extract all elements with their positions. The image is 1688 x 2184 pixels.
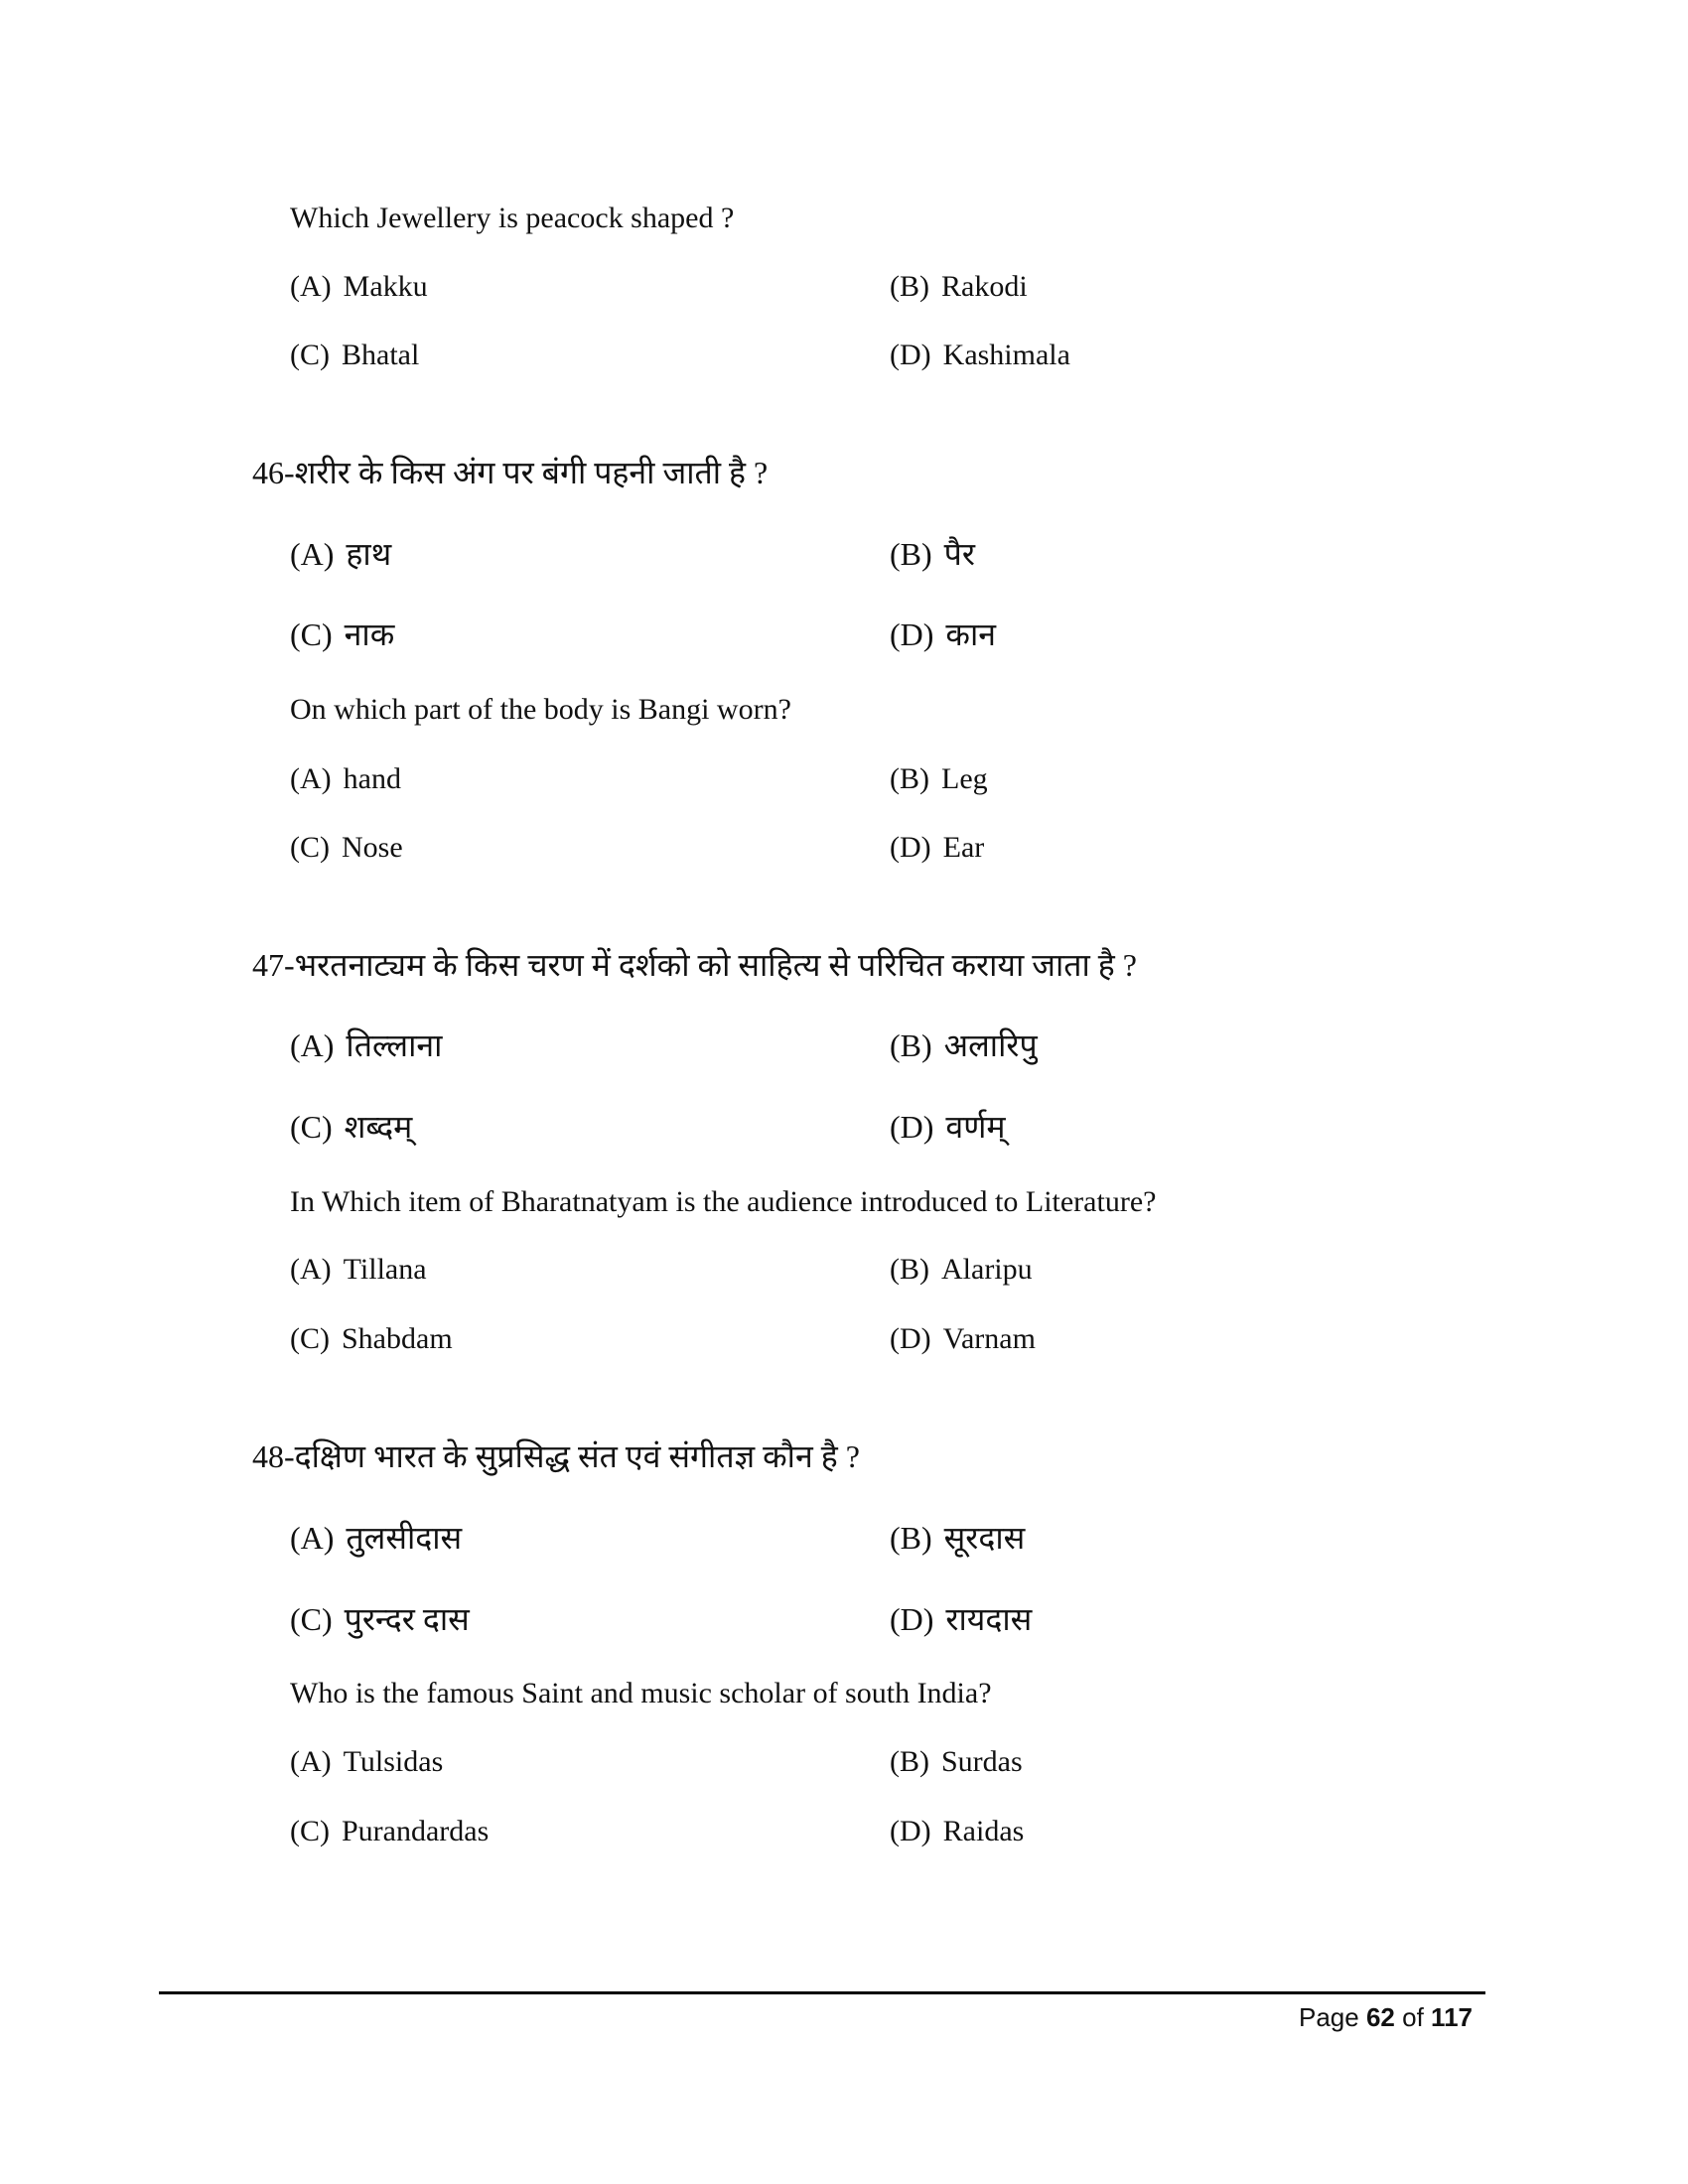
option-label: (D): [890, 1322, 931, 1355]
option-label: (B): [890, 762, 929, 795]
option-label: (B): [890, 1253, 929, 1286]
option-label: (A): [290, 762, 332, 795]
option-text: Tulsidas: [343, 1745, 444, 1778]
option-label: (C): [290, 1815, 330, 1847]
question-45-english: Which Jewellery is peacock shaped ?: [290, 202, 735, 234]
option-a: [290, 1252, 427, 1288]
question-47-hindi: 47-भरतनाट्यम के किस चरण में दर्शको को साहित्य से परिचित कराया जाता है ?: [252, 947, 1138, 983]
option-label: (D): [890, 1109, 934, 1145]
option-text: Surdas: [941, 1745, 1023, 1778]
option-b: [890, 269, 1028, 305]
option-text: हाथ: [346, 536, 392, 572]
option-text: शब्दम्: [344, 1109, 413, 1145]
option-b: [890, 1520, 1025, 1556]
option-label: (D): [890, 831, 931, 864]
option-text: Rakodi: [941, 270, 1028, 303]
option-label: (A): [290, 1520, 335, 1556]
page-current: 62: [1365, 2002, 1395, 2032]
page-prefix: Page: [1299, 2002, 1359, 2032]
option-text: अलारिपु: [943, 1027, 1038, 1063]
option-d: [890, 1814, 1024, 1849]
option-text: पुरन्दर दास: [344, 1601, 470, 1637]
question-46-hindi: 46-शरीर के किस अंग पर बंगी पहनी जाती है ?: [252, 455, 769, 490]
option-label: (B): [890, 1745, 929, 1778]
option-text: Raidas: [942, 1815, 1025, 1847]
option-c: [290, 616, 394, 652]
option-b: [890, 761, 988, 797]
option-text: तिल्लाना: [346, 1027, 443, 1063]
option-text: Bhatal: [342, 339, 420, 371]
option-c: [290, 830, 403, 866]
option-label: (A): [290, 536, 335, 572]
page-of: of: [1402, 2002, 1424, 2032]
option-text: रायदास: [945, 1601, 1033, 1637]
option-label: (A): [290, 270, 332, 303]
option-d: [890, 616, 996, 652]
option-label: (C): [290, 831, 330, 864]
footer-divider: [159, 1991, 1485, 1994]
option-d: [890, 1321, 1036, 1357]
option-text: Kashimala: [942, 339, 1070, 371]
option-label: (D): [890, 616, 934, 652]
option-label: (C): [290, 1109, 333, 1145]
option-d: [890, 338, 1070, 373]
option-a: [290, 1027, 442, 1063]
option-text: hand: [343, 762, 401, 795]
option-text: Varnam: [942, 1322, 1036, 1355]
option-label: (C): [290, 1322, 330, 1355]
question-46-english: On which part of the body is Bangi worn?: [290, 693, 791, 726]
option-label: (D): [890, 1815, 931, 1847]
option-d: [890, 1601, 1032, 1637]
option-a: [290, 536, 391, 572]
option-text: तुलसीदास: [346, 1520, 463, 1556]
option-label: (C): [290, 1601, 333, 1637]
option-text: Makku: [343, 270, 428, 303]
option-label: (A): [290, 1253, 332, 1286]
option-b: [890, 536, 975, 572]
option-text: Purandardas: [342, 1815, 490, 1847]
option-c: [290, 1109, 412, 1145]
option-label: (D): [890, 1601, 934, 1637]
option-d: [890, 830, 984, 866]
option-label: (B): [890, 270, 929, 303]
question-48-english: Who is the famous Saint and music scholar of south India?: [290, 1677, 992, 1709]
option-text: Tillana: [343, 1253, 427, 1286]
option-d: [890, 1109, 1006, 1145]
option-label: (C): [290, 339, 330, 371]
option-label: (C): [290, 616, 333, 652]
option-text: वर्णम्: [945, 1109, 1006, 1145]
option-a: [290, 1744, 443, 1780]
question-47-english: In Which item of Bharatnatyam is the audience introduced to Literature?: [290, 1185, 1157, 1218]
option-text: Ear: [942, 831, 985, 864]
option-b: [890, 1027, 1038, 1063]
option-c: [290, 1814, 489, 1849]
question-48-hindi: 48-दक्षिण भारत के सुप्रसिद्ध संत एवं संगीतज्ञ कौन है ?: [252, 1438, 860, 1474]
option-a: [290, 761, 401, 797]
option-b: [890, 1252, 1033, 1288]
option-a: [290, 269, 428, 305]
option-text: Nose: [342, 831, 403, 864]
option-text: कान: [945, 616, 997, 652]
option-c: [290, 1321, 453, 1357]
option-label: (B): [890, 1520, 932, 1556]
option-label: (B): [890, 1027, 932, 1063]
option-label: (B): [890, 536, 932, 572]
option-text: Leg: [941, 762, 988, 795]
option-label: (A): [290, 1027, 335, 1063]
option-text: Alaripu: [941, 1253, 1033, 1286]
option-text: नाक: [344, 616, 395, 652]
option-text: पैर: [943, 536, 975, 572]
option-a: [290, 1520, 462, 1556]
option-label: (D): [890, 339, 931, 371]
page-total: 117: [1431, 2002, 1473, 2032]
option-c: [290, 1601, 470, 1637]
option-text: सूरदास: [943, 1520, 1026, 1556]
option-text: Shabdam: [342, 1322, 453, 1355]
option-c: [290, 338, 419, 373]
option-b: [890, 1744, 1023, 1780]
page-number: [1299, 2001, 1473, 2033]
option-label: (A): [290, 1745, 332, 1778]
